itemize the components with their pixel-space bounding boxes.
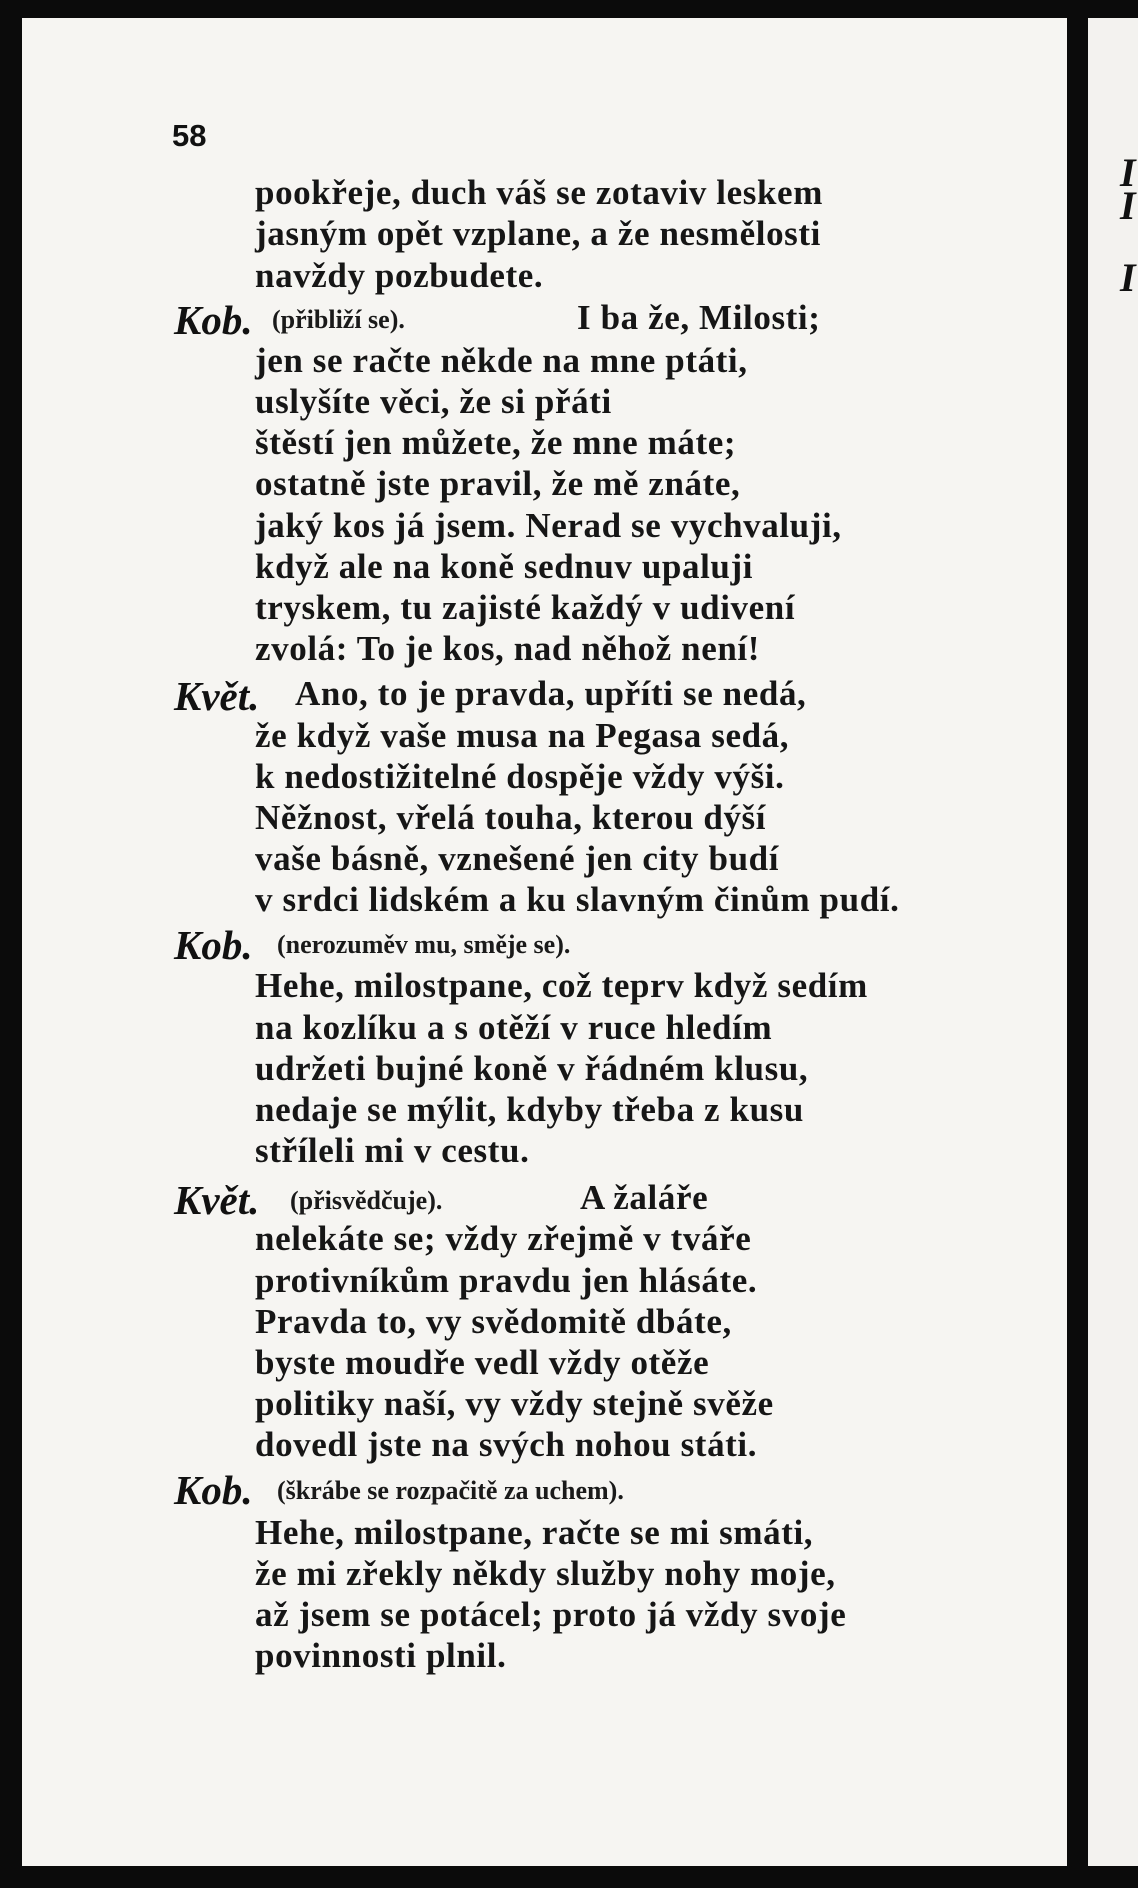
facing-page-fragment: I — [1120, 150, 1136, 195]
text-line: až jsem se potácel; proto já vždy svoje — [255, 1595, 847, 1634]
text-line: když ale na koně sednuv upaluji — [255, 547, 754, 586]
text-line: nelekáte se; vždy zřejmě v tváře — [255, 1219, 752, 1258]
text-line: Pravda to, vy svědomitě dbáte, — [255, 1302, 732, 1341]
text-line: udržeti bujné koně v řádném klusu, — [255, 1049, 809, 1088]
speech-text: I ba že, Milosti; — [577, 298, 821, 337]
text-line: jasným opět vzplane, a že nesmělosti — [255, 214, 821, 253]
text-line: vaše básně, vznešené jen city budí — [255, 839, 780, 878]
page-number: 58 — [172, 118, 207, 153]
text-line: Něžnost, vřelá touha, kterou dýší — [255, 798, 767, 837]
text-line: jen se račte někde na mne ptáti, — [255, 341, 748, 380]
text-line: povinnosti plnil. — [255, 1636, 507, 1675]
text-line: že mi zřekly někdy služby nohy moje, — [255, 1554, 836, 1593]
stage-direction: (přibliží se). — [272, 305, 405, 334]
speaker-name: Kob. — [174, 1467, 253, 1513]
speaker-name: Kob. — [174, 297, 253, 343]
text-line: nedaje se mýlit, kdyby třeba z kusu — [255, 1090, 804, 1129]
text-line: Hehe, milostpane, což teprv když sedím — [255, 966, 868, 1005]
speaker-name: Květ. — [174, 1177, 260, 1223]
speech-text: A žaláře — [580, 1178, 709, 1217]
facing-page-fragment: I — [1120, 183, 1136, 228]
text-line: v srdci lidském a ku slavným činům pudí. — [255, 880, 900, 919]
stage-direction: (nerozuměv mu, směje se). — [277, 930, 571, 959]
speech-text: Ano, to je pravda, upříti se nedá, — [295, 674, 807, 713]
speaker-name: Kob. — [174, 922, 253, 968]
speaker-name: Květ. — [174, 673, 260, 719]
text-line: pookřeje, duch váš se zotaviv leskem — [255, 173, 823, 212]
text-line: zvolá: To je kos, nad něhož není! — [255, 629, 761, 668]
text-line: jaký kos já jsem. Nerad se vychvaluji, — [255, 506, 842, 545]
facing-page-fragment: I — [1120, 255, 1136, 300]
text-line: tryskem, tu zajisté každý v udivení — [255, 588, 796, 627]
text-line: protivníkům pravdu jen hlásáte. — [255, 1261, 758, 1300]
text-line: stříleli mi v cestu. — [255, 1131, 530, 1170]
text-line: Hehe, milostpane, račte se mi smáti, — [255, 1513, 814, 1552]
text-line: štěstí jen můžete, že mne máte; — [255, 423, 737, 462]
text-line: uslyšíte věci, že si přáti — [255, 382, 612, 421]
text-line: na kozlíku a s otěží v ruce hledím — [255, 1008, 773, 1047]
stage-direction: (přisvědčuje). — [290, 1186, 443, 1215]
text-line: navždy pozbudete. — [255, 256, 544, 295]
text-line: ostatně jste pravil, že mě znáte, — [255, 464, 741, 503]
text-line: byste moudře vedl vždy otěže — [255, 1343, 710, 1382]
text-line: dovedl jste na svých nohou státi. — [255, 1425, 758, 1464]
text-line: k nedostižitelné dospěje vždy výši. — [255, 757, 785, 796]
text-line: že když vaše musa na Pegasa sedá, — [255, 716, 790, 755]
text-line: politiky naší, vy vždy stejně svěže — [255, 1384, 774, 1423]
stage-direction: (škrábe se rozpačitě za uchem). — [277, 1476, 624, 1505]
